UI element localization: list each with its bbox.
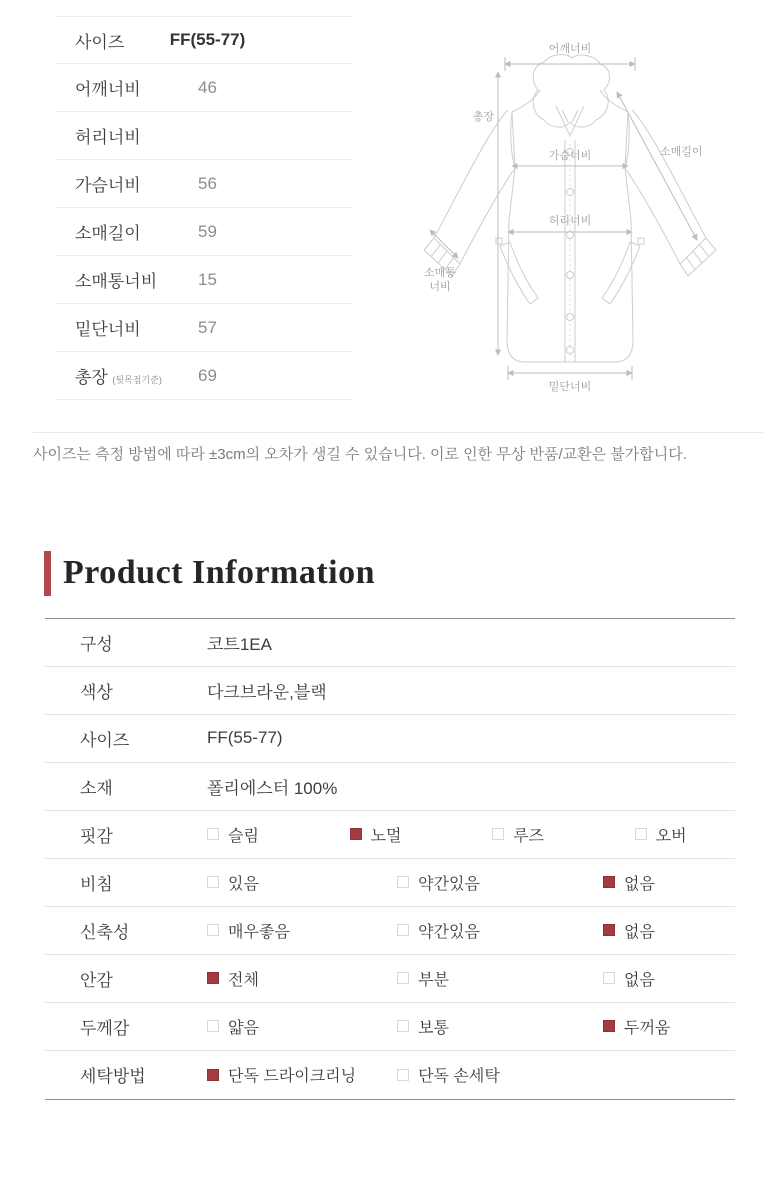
checkbox-icon [397,1069,409,1081]
size-row-label: 허리너비 [75,128,141,147]
product-info-value [207,1015,735,1038]
product-info-label: 비침 [80,874,113,894]
fur-collar [533,55,609,128]
product-info-value: 폴리에스터 100% [207,778,338,798]
product-info-table [45,618,735,1100]
size-row-label: 소매길이 [75,224,141,243]
product-info-label: 소재 [80,778,113,798]
product-info-label: 신축성 [80,922,130,942]
product-info-heading [44,551,780,596]
option-label: 매우좋음 [228,923,290,941]
option-item [207,1063,397,1086]
option-item [397,919,603,942]
checkbox-icon [492,828,504,840]
size-row-value: 46 [198,77,217,97]
size-row-value: 15 [198,269,217,289]
measurement-label-waist: 허리너비 [548,215,592,227]
checkbox-icon [397,924,409,936]
checkbox-icon [397,972,409,984]
size-row-note: (뒷목점기준) [109,375,162,385]
size-row-value: 69 [198,365,217,385]
product-info-value: 코트1EA [207,634,272,654]
size-table-row [55,16,352,64]
size-row-value: 59 [198,221,217,241]
size-section [0,0,780,433]
product-info-value: FF(55-77) [207,728,283,748]
checkbox-icon [207,828,219,840]
option-label: 약간있음 [418,875,480,893]
option-item [635,823,735,846]
size-row-label: 사이즈 [75,32,125,52]
product-info-value [207,967,735,990]
size-row-label: 총장 (뒷목점기준) [75,368,162,387]
option-item [350,823,493,846]
checkbox-checked-icon [350,828,362,840]
size-table-row [55,304,352,352]
product-info-label: 세탁방법 [80,1067,146,1087]
size-table-row [55,352,352,400]
coat-diagram-svg [420,10,760,410]
product-info-label: 두께감 [80,1018,130,1038]
option-item [207,871,397,894]
option-label: 슬림 [228,827,259,845]
checkbox-icon [207,1020,219,1032]
option-item [603,967,735,990]
size-row-label: 밑단너비 [75,320,141,339]
product-info-value: 다크브라운,블랙 [207,682,327,702]
option-item [207,823,350,846]
product-info-row [45,763,735,811]
product-info-row [45,715,735,763]
size-row-value: 56 [198,173,217,193]
coat-measurement-diagram [420,10,760,410]
size-row-value: 57 [198,317,217,337]
size-table-row [55,256,352,304]
measurement-label-hem: 밑단너비 [548,381,592,393]
product-info-label: 사이즈 [80,730,130,750]
coat-outline [424,55,716,362]
measurement-label-sleeve-width-2: 너비 [429,281,451,293]
option-item [397,967,603,990]
product-info-value [207,919,735,942]
option-label: 보통 [418,1019,449,1037]
size-row-label: 가슴너비 [75,176,141,195]
checkbox-checked-icon [603,1020,615,1032]
option-item [603,919,735,942]
product-info-value [207,871,735,894]
option-label: 단독 드라이크리닝 [228,1068,357,1086]
size-table [55,16,352,400]
option-item [397,1063,735,1086]
measurement-label-chest: 가슴너비 [548,150,592,162]
product-info-label: 안감 [80,970,113,990]
checkbox-icon [603,972,615,984]
option-item [492,823,635,846]
product-info-label: 색상 [80,682,113,702]
product-info-row [45,859,735,907]
size-row-value: FF(55-77) [169,30,246,49]
option-item [603,1015,735,1038]
product-info-row [45,619,735,667]
measurement-label-sleeve-width: 소매통 [424,267,456,279]
option-label: 두꺼움 [623,1019,671,1037]
option-label: 루즈 [513,827,545,845]
size-row-label: 소매통너비 [75,272,158,291]
option-item [207,1015,397,1038]
product-info-title: Product Information [63,554,376,592]
option-item [207,967,397,990]
product-info-row [45,667,735,715]
checkbox-icon [397,876,409,888]
option-item [207,919,397,942]
option-label: 약간있음 [418,923,480,941]
product-info-row [45,907,735,955]
option-item [397,1015,603,1038]
option-label: 부분 [418,971,449,989]
product-info-row [45,1051,735,1099]
size-table-row [55,160,352,208]
checkbox-checked-icon [603,924,615,936]
product-info-label: 핏감 [80,826,113,846]
checkbox-checked-icon [207,972,219,984]
product-info-row [45,955,735,1003]
option-label: 노멀 [370,827,402,845]
measurement-label-sleeve-length: 소매길이 [660,146,703,158]
option-label: 있음 [228,875,259,893]
option-item [603,871,735,894]
product-info-label: 구성 [80,634,113,654]
checkbox-checked-icon [603,876,615,888]
option-label: 없음 [623,923,655,941]
measurement-label-shoulder: 어깨너비 [548,43,592,55]
checkbox-icon [397,1020,409,1032]
checkbox-checked-icon [207,1069,219,1081]
option-label: 오버 [655,827,687,845]
checkbox-icon [207,876,219,888]
product-info-row [45,1003,735,1051]
checkbox-icon [635,828,647,840]
option-label: 얇음 [228,1019,259,1037]
product-info-row [45,811,735,859]
option-label: 전체 [228,971,259,989]
option-label: 단독 손세탁 [418,1068,500,1086]
product-info-value [207,823,735,846]
size-table-row [55,64,352,112]
size-table-row [55,208,352,256]
measurement-label-total-length: 총장 [472,111,494,123]
option-label: 없음 [623,971,655,989]
option-label: 없음 [623,875,655,893]
product-info-value [207,1063,735,1086]
option-item [397,871,603,894]
checkbox-icon [207,924,219,936]
size-row-label: 어깨너비 [75,80,141,99]
section-divider [33,432,763,433]
size-disclaimer: 사이즈는 측정 방법에 따라 ±3cm의 오차가 생길 수 있습니다. 이로 인한 무상 반품/교환은 불가합니다. [33,446,687,463]
title-accent-bar [44,551,51,596]
size-table-row [55,112,352,160]
